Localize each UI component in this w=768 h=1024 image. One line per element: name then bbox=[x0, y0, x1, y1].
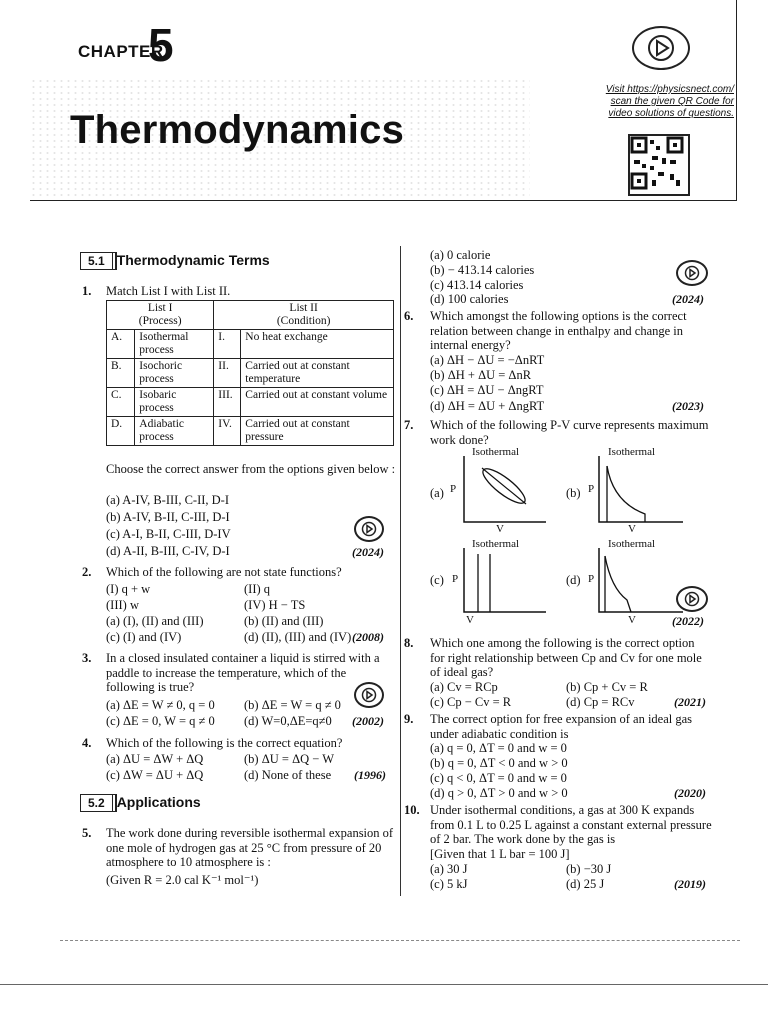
graph-option-label[interactable]: (c) bbox=[430, 573, 444, 587]
axis-p-label: P bbox=[588, 573, 595, 585]
question-number: 9. bbox=[404, 712, 414, 726]
table-cell: IV. bbox=[214, 417, 241, 446]
option[interactable]: (c) (I) and (IV) bbox=[106, 630, 182, 644]
question-number: 2. bbox=[82, 565, 92, 579]
table-row bbox=[107, 417, 394, 446]
table-cell: Carried out at constant temperature bbox=[241, 359, 394, 388]
table-cell: Isobaric process bbox=[135, 388, 214, 417]
question-7-text: Which of the following P-V curve represents maximum work done? bbox=[430, 418, 709, 447]
option[interactable]: (a) 30 J bbox=[430, 862, 468, 876]
question-number: 7. bbox=[404, 418, 414, 432]
table-cell: No heat exchange bbox=[241, 330, 394, 359]
question-1-text: Match List I with List II. bbox=[106, 284, 231, 298]
option[interactable]: (b) q = 0, ΔT < 0 and w > 0 bbox=[430, 756, 568, 770]
video-solutions-link[interactable]: Visit https://physicsnect.com/ scan the given QR Code for video solutions of questions. bbox=[605, 84, 734, 119]
option[interactable]: (a) (I), (II) and (III) bbox=[106, 614, 204, 628]
option[interactable]: (d) (II), (III) and (IV) bbox=[244, 630, 352, 644]
option[interactable]: (a) Cv = RCp bbox=[430, 680, 498, 694]
question-8-text: Which one among the following is the correct option for right relationship between Cp and Cv for one mole of ideal gas? bbox=[430, 636, 702, 679]
video-play-icon[interactable] bbox=[676, 260, 708, 286]
video-play-icon[interactable] bbox=[354, 516, 384, 542]
section-title: Thermodynamic Terms bbox=[116, 252, 270, 268]
question-number: 1. bbox=[82, 284, 92, 298]
graph-option-label[interactable]: (a) bbox=[430, 486, 444, 500]
option[interactable]: (c) ΔE = 0, W = q ≠ 0 bbox=[106, 714, 215, 728]
chapter-number: 5 bbox=[148, 19, 174, 71]
section-title: Applications bbox=[116, 794, 201, 810]
question-3-text: In a closed insulated container a liquid is stirred with a paddle to increase the temperature, which of the following is true? bbox=[106, 651, 380, 694]
question-2-text: Which of the following are not state functions? bbox=[106, 565, 342, 579]
video-play-icon[interactable] bbox=[354, 682, 384, 708]
pv-curve-icon bbox=[597, 456, 683, 529]
graph-title: Isothermal bbox=[472, 538, 520, 550]
option[interactable]: (d) A-II, B-III, C-IV, D-I bbox=[106, 544, 230, 558]
question-9-text: The correct option for free expansion of an ideal gas under adiabatic condition is bbox=[430, 712, 693, 741]
option[interactable]: (d) q > 0, ΔT > 0 and w > 0 bbox=[430, 786, 568, 800]
table-cell: A. bbox=[107, 330, 135, 359]
option[interactable]: (c) 5 kJ bbox=[430, 877, 468, 891]
year-badge: (2020) bbox=[674, 786, 706, 800]
option[interactable]: (a) ΔU = ΔW + ΔQ bbox=[106, 752, 204, 766]
table-row bbox=[107, 359, 394, 388]
axis-p-label: P bbox=[588, 483, 595, 495]
section-number: 5.1 bbox=[80, 252, 113, 270]
axis-p-label: P bbox=[450, 483, 457, 495]
axis-v-label: V bbox=[628, 523, 636, 535]
pv-ellipse-icon bbox=[462, 456, 546, 529]
statement-item: (II) q bbox=[244, 582, 271, 596]
page-bottom-rule bbox=[60, 940, 740, 941]
question-4-text: Which of the following is the correct equation? bbox=[106, 736, 343, 750]
axis-v-label: V bbox=[496, 523, 504, 535]
option[interactable]: (d) None of these bbox=[244, 768, 332, 782]
pv-curve-step-icon bbox=[597, 548, 683, 619]
year-badge: (2023) bbox=[672, 399, 704, 413]
question-5-given: (Given R = 2.0 cal K⁻¹ mol⁻¹) bbox=[106, 873, 259, 887]
question-5-text: The work done during reversible isothermal expansion of one mole of hydrogen gas at 25 °C from pressure of 20 atmosphere to 10 atmosphere is : bbox=[106, 826, 394, 869]
axis-v-label: V bbox=[628, 614, 636, 626]
graph-title: Isothermal bbox=[608, 446, 656, 458]
year-badge: (2008) bbox=[352, 630, 384, 644]
list1-head: List I bbox=[147, 302, 173, 314]
question-number: 5. bbox=[82, 826, 92, 840]
table-cell: III. bbox=[214, 388, 241, 417]
page-divider bbox=[0, 984, 768, 985]
chapter-title: Thermodynamics bbox=[70, 108, 405, 152]
year-badge: (1996) bbox=[354, 768, 386, 782]
option[interactable]: (d) Cp = RCv bbox=[566, 695, 635, 709]
graph-title: Isothermal bbox=[472, 446, 520, 458]
table-cell: II. bbox=[214, 359, 241, 388]
option[interactable]: (a) q = 0, ΔT = 0 and w = 0 bbox=[430, 741, 567, 755]
axis-p-label: P bbox=[452, 573, 459, 585]
video-play-icon[interactable] bbox=[676, 586, 708, 612]
graph-title: Isothermal bbox=[608, 538, 656, 550]
video-play-icon[interactable] bbox=[632, 26, 690, 70]
option[interactable]: (b) ΔE = W = q ≠ 0 bbox=[244, 698, 341, 712]
list1-sub: (Process) bbox=[138, 315, 182, 327]
option[interactable]: (b) (II) and (III) bbox=[244, 614, 324, 628]
question-number: 3. bbox=[82, 651, 92, 665]
list2-head: List II bbox=[289, 302, 318, 314]
question-1-instruction: Choose the correct answer from the options given below : bbox=[106, 462, 396, 476]
table-cell: C. bbox=[107, 388, 135, 417]
chapter-label: CHAPTER bbox=[78, 42, 164, 61]
statement-item: (III) w bbox=[106, 598, 139, 612]
pv-vertical-icon bbox=[462, 548, 546, 619]
option[interactable]: (c) A-I, B-II, C-III, D-IV bbox=[106, 527, 231, 541]
option[interactable]: (b) − 413.14 calories bbox=[430, 263, 535, 277]
option[interactable]: (d) W=0,ΔE=q≠0 bbox=[244, 714, 332, 728]
option[interactable]: (d) 25 J bbox=[566, 877, 605, 891]
axis-v-label: V bbox=[466, 614, 474, 626]
table-cell: Isothermal process bbox=[135, 330, 214, 359]
question-number: 8. bbox=[404, 636, 414, 650]
table-row bbox=[107, 388, 394, 417]
question-number: 10. bbox=[404, 803, 420, 817]
question-6-text: Which amongst the following options is the correct relation between change in enthalpy and change in internal energy? bbox=[430, 309, 687, 352]
graph-option-label[interactable]: (d) bbox=[566, 573, 581, 587]
column-divider bbox=[400, 246, 401, 896]
table-row bbox=[107, 330, 394, 359]
statement-item: (I) q + w bbox=[106, 582, 151, 596]
option[interactable]: (b) A-IV, B-II, C-III, D-I bbox=[106, 510, 230, 524]
year-badge: (2019) bbox=[674, 877, 706, 891]
option[interactable]: (c) 413.14 calories bbox=[430, 278, 524, 292]
table-cell: Carried out at constant volume bbox=[241, 388, 394, 417]
table-cell: Isochoric process bbox=[135, 359, 214, 388]
option[interactable]: (c) Cp − Cv = R bbox=[430, 695, 512, 709]
match-table bbox=[106, 300, 394, 446]
year-badge: (2024) bbox=[672, 292, 704, 306]
option[interactable]: (b) Cp + Cv = R bbox=[566, 680, 648, 694]
table-cell: Carried out at constant pressure bbox=[241, 417, 394, 446]
year-badge: (2021) bbox=[674, 695, 706, 709]
option[interactable]: (a) A-IV, B-III, C-II, D-I bbox=[106, 493, 229, 507]
option[interactable]: (a) 0 calorie bbox=[430, 248, 491, 262]
option[interactable]: (d) 100 calories bbox=[430, 292, 509, 306]
graph-option-label[interactable]: (b) bbox=[566, 486, 581, 500]
table-cell: Adiabatic process bbox=[135, 417, 214, 446]
option[interactable]: (b) ΔH + ΔU = ΔnR bbox=[430, 368, 532, 382]
list2-sub: (Condition) bbox=[276, 315, 331, 327]
option[interactable]: (a) ΔH − ΔU = −ΔnRT bbox=[430, 353, 545, 367]
question-10-given: [Given that 1 L bar = 100 J] bbox=[430, 847, 570, 861]
qr-code-icon[interactable] bbox=[628, 134, 690, 196]
option[interactable]: (c) q < 0, ΔT = 0 and w = 0 bbox=[430, 771, 567, 785]
section-5-1-heading bbox=[80, 252, 270, 270]
section-5-2-heading bbox=[80, 794, 201, 812]
option[interactable]: (d) ΔH = ΔU + ΔngRT bbox=[430, 399, 545, 413]
table-cell: I. bbox=[214, 330, 241, 359]
question-number: 4. bbox=[82, 736, 92, 750]
table-cell: D. bbox=[107, 417, 135, 446]
option[interactable]: (c) ΔH = ΔU − ΔngRT bbox=[430, 383, 544, 397]
year-badge: (2022) bbox=[672, 614, 704, 628]
option[interactable]: (c) ΔW = ΔU + ΔQ bbox=[106, 768, 204, 782]
year-badge: (2024) bbox=[352, 545, 384, 559]
question-10-text: Under isothermal conditions, a gas at 300 K expands from 0.1 L to 0.25 L against a constant external pressure of 2 bar. The work done by the gas is bbox=[430, 803, 712, 846]
table-cell: B. bbox=[107, 359, 135, 388]
statement-item: (IV) H − TS bbox=[244, 598, 306, 612]
option[interactable]: (b) ΔU = ΔQ − W bbox=[244, 752, 335, 766]
option[interactable]: (b) −30 J bbox=[566, 862, 612, 876]
option[interactable]: (a) ΔE = W ≠ 0, q = 0 bbox=[106, 698, 215, 712]
year-badge: (2002) bbox=[352, 714, 384, 728]
section-number: 5.2 bbox=[80, 794, 113, 812]
question-number: 6. bbox=[404, 309, 414, 323]
